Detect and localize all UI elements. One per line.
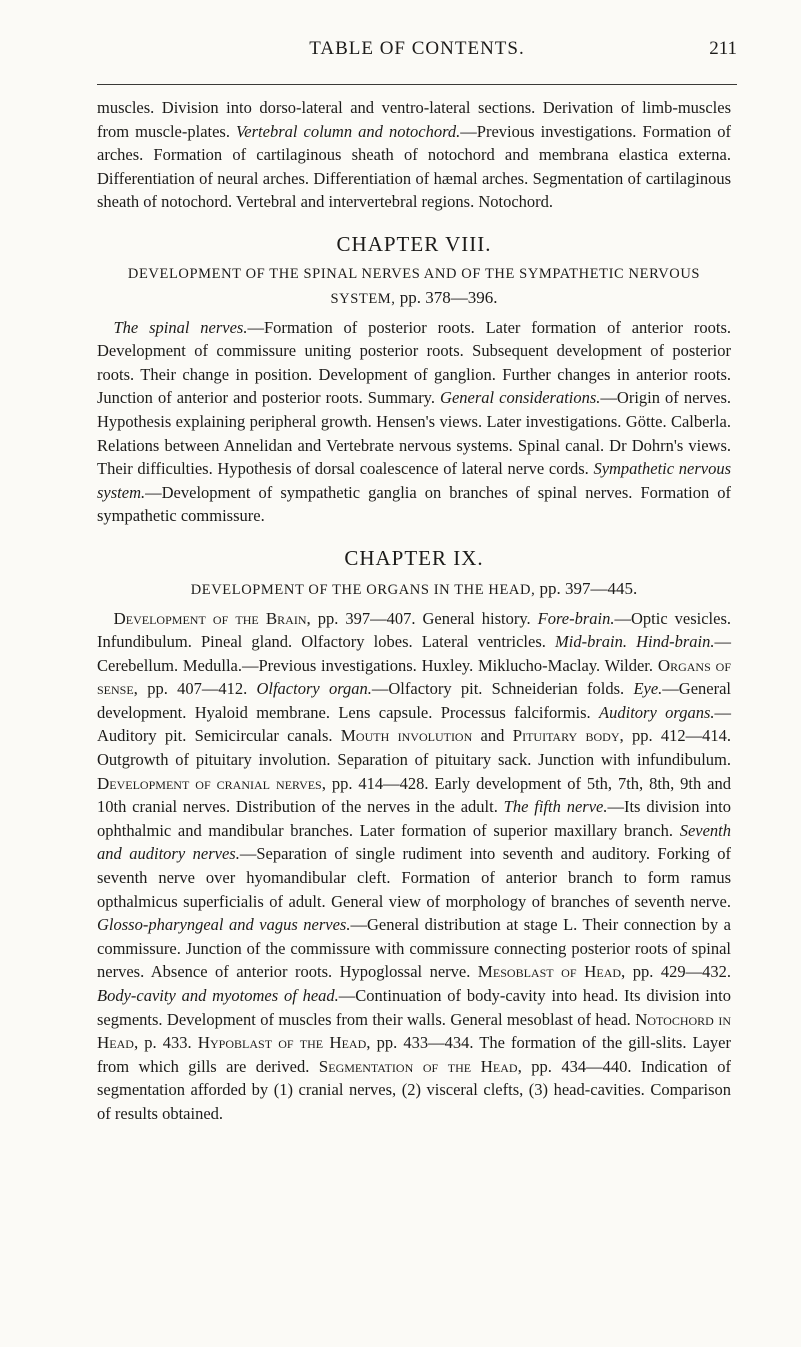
text-run: and bbox=[472, 726, 513, 746]
text-run: pp. 412—414. Outgrowth of pituitary involution. Separation of pituitary sack. Junction with infundibulum. bbox=[97, 726, 732, 770]
topic-heading: Seventh and auditory nerves. bbox=[97, 820, 731, 864]
text-run: —Origin of nerves. Hypothesis explaining peripheral growth. Hensen's views. Later investigations. Götte. Calberla. Relations between Annelidan and Vertebrate nervous systems. Spinal canal. Dr Dohrn's views. Their difficulties. Hypothesis of dorsal coalescence of lateral nerve cords. bbox=[97, 388, 732, 479]
text-run: —Optic vesicles. Infundibulum. Pineal gland. Olfactory lobes. Lateral ventricles. bbox=[97, 608, 732, 652]
topic-heading: Vertebral column and notochord. bbox=[236, 121, 461, 141]
topic-heading: General considerations. bbox=[440, 388, 601, 408]
text-run: pp. 414—428. Early development of 5th, 7th, 8th, 9th and 10th cranial nerves. Distribution of the nerves in the adult. bbox=[97, 773, 731, 817]
topic-heading: Olfactory organ. bbox=[256, 679, 372, 699]
text-run: —Its division into ophthalmic and mandibular branches. Later formation of superior maxillary branch. bbox=[97, 797, 731, 840]
running-head bbox=[97, 38, 737, 68]
text-run: —Development of sympathetic ganglia on branches of spinal nerves. Formation of sympathetic commissure. bbox=[97, 482, 731, 526]
chapter-9-subtitle bbox=[119, 577, 709, 602]
text-run: —Formation of posterior roots. Later formation of anterior roots. Development of commissure uniting posterior roots. Subsequent development of posterior roots. Their change in position. Development of ganglion. Further changes in anterior roots. Junction of anterior and posterior roots. Summary. bbox=[97, 317, 731, 408]
text-run: —General distribution at stage L. Their connection by a commissure. Junction of the commissure with commissure connecting posterior roots of spinal nerves. Absence of anterior roots. Hypoglossal nerve. bbox=[97, 915, 731, 982]
contents-body bbox=[97, 96, 731, 1126]
section-heading: Hypoblast of the Head, bbox=[197, 1033, 371, 1053]
continuation-paragraph bbox=[97, 96, 731, 214]
topic-heading: Sympathetic nervous system. bbox=[97, 459, 731, 502]
text-run: —General development. Hyaloid membrane. Lens capsule. Processus falciformis. bbox=[97, 679, 732, 722]
text-run: pp. 397—407. General history. bbox=[310, 608, 538, 628]
page-number: 211 bbox=[709, 38, 737, 59]
section-heading: Segmentation of the Head, bbox=[318, 1056, 522, 1076]
text-run: pp. 434—440. Indication of segmentation afforded by (1) cranial nerves, (2) visceral clefts, (3) head-cavities. Comparison of results obtained. bbox=[97, 1056, 731, 1123]
chapter-8-title: CHAPTER VIII. bbox=[336, 231, 492, 256]
section-heading: Mouth involution bbox=[340, 726, 473, 746]
topic-heading: Fore-brain. bbox=[537, 608, 615, 628]
text-run: pp. 433—434. The formation of the gill-slits. Layer from which gills are derived. bbox=[97, 1033, 732, 1076]
chapter-page-range: pp. 397—445. bbox=[539, 578, 638, 598]
text-run: pp. 407—412. bbox=[137, 679, 257, 699]
chapter-subtitle-text: DEVELOPMENT OF THE ORGANS IN THE HEAD, bbox=[190, 581, 536, 598]
section-heading: Development of the Brain, bbox=[113, 608, 311, 628]
section-heading: Pituitary body, bbox=[512, 726, 624, 746]
chapter-8-summary bbox=[97, 316, 731, 528]
header-rule bbox=[97, 84, 737, 85]
text-run: —Auditory pit. Semicircular canals. bbox=[97, 702, 731, 746]
chapter-8-subtitle bbox=[119, 263, 709, 311]
section-heading: Mesoblast of Head, bbox=[477, 962, 626, 982]
text-run: —Separation of single rudiment into seventh and auditory. Forking of seventh nerve over hyomandibular cleft. Formation of anterior branch to form ramus opthalmicus superficialis of adult. General view of morphology of branches of seventh nerve. bbox=[97, 844, 731, 911]
chapter-9-title: CHAPTER IX. bbox=[344, 545, 484, 570]
section-heading: Development of cranial nerves, bbox=[97, 773, 326, 793]
topic-heading: The spinal nerves. bbox=[113, 317, 248, 337]
running-title: TABLE OF CONTENTS. bbox=[309, 38, 525, 59]
chapter-page-range: pp. 378—396. bbox=[399, 287, 498, 307]
section-heading: Organs of sense, bbox=[97, 655, 732, 699]
text-run: —Olfactory pit. Schneiderian folds. bbox=[371, 679, 634, 699]
chapter-9-summary bbox=[97, 607, 731, 1126]
text-run: p. 433. bbox=[138, 1033, 198, 1053]
text-run: pp. 429—432. bbox=[625, 962, 731, 982]
chapter-subtitle-text: DEVELOPMENT OF THE SPINAL NERVES AND OF THE SYMPATHETIC NERVOUS SYSTEM, bbox=[127, 265, 701, 307]
topic-heading: Eye. bbox=[633, 679, 663, 699]
topic-heading: Body-cavity and myotomes of head. bbox=[97, 986, 339, 1005]
topic-heading: Mid-brain. Hind-brain. bbox=[555, 632, 715, 652]
text-run: —Previous investigations. Formation of arches. Formation of cartilaginous sheath of notochord and membrana elastica externa. Differentiation of neural arches. Differentiation of hæmal arches. Segmentation of cartilaginous sheath of notochord. Vertebral and intervertebral regions. Notochord. bbox=[97, 121, 731, 212]
section-heading: Notochord in Head, bbox=[97, 1009, 732, 1053]
text-run: muscles. Division into dorso-lateral and ventro-lateral sections. Derivation of limb-muscles from muscle-plates. bbox=[97, 98, 731, 141]
text-run: —Cerebellum. Medulla.—Previous investigations. Huxley. Miklucho-Maclay. Wilder. bbox=[97, 632, 731, 675]
text-run: —Continuation of body-cavity into head. Its division into segments. Development of muscles from their walls. General mesoblast of head. bbox=[97, 986, 731, 1029]
topic-heading: The fifth nerve. bbox=[503, 797, 608, 817]
topic-heading: Glosso-pharyngeal and vagus nerves. bbox=[97, 915, 351, 935]
topic-heading: Auditory organs. bbox=[599, 702, 715, 722]
